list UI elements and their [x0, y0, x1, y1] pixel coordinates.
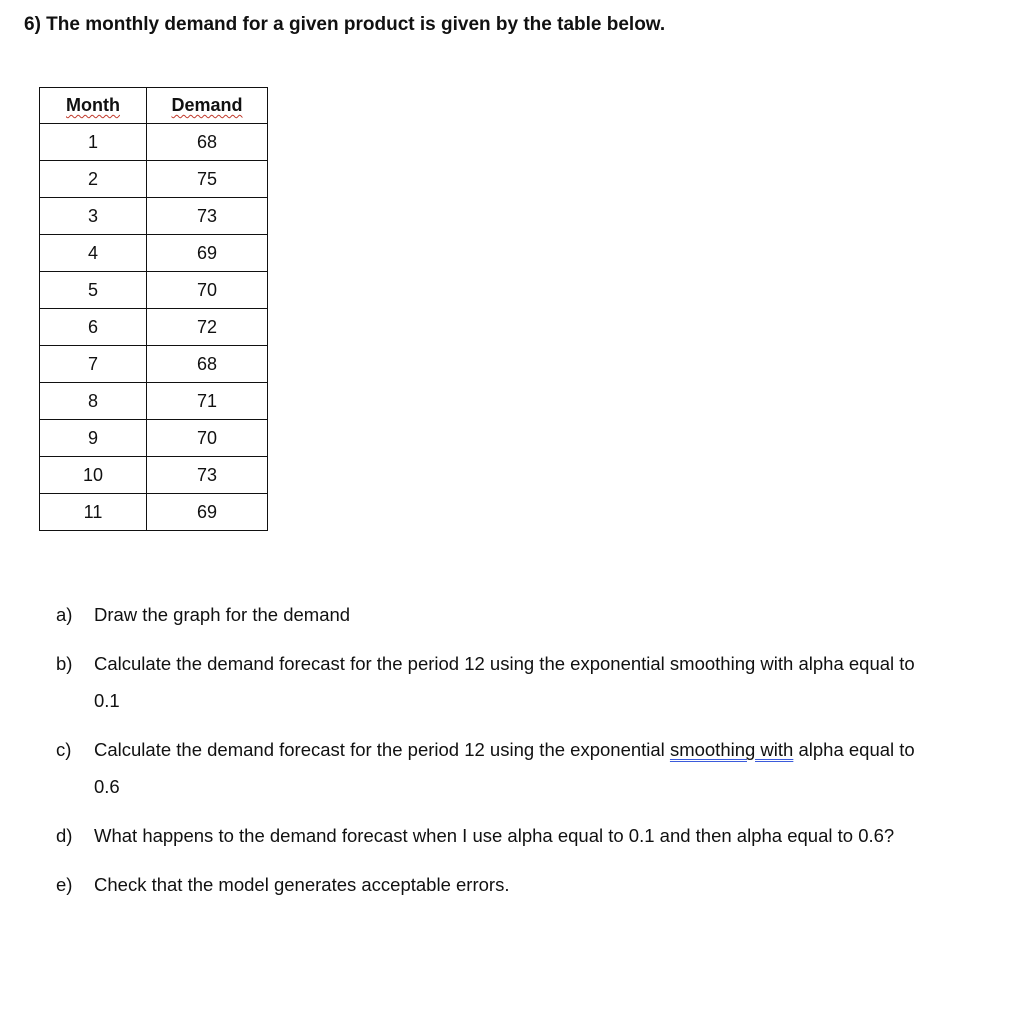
month-cell: 2	[40, 161, 147, 198]
month-cell: 4	[40, 235, 147, 272]
demand-cell: 69	[147, 235, 268, 272]
question-label: a)	[56, 604, 73, 625]
demand-cell: 71	[147, 383, 268, 420]
table-row	[40, 272, 268, 309]
table-row	[40, 494, 268, 531]
month-cell: 11	[40, 494, 147, 531]
table-header-row	[40, 88, 268, 124]
month-cell: 5	[40, 272, 147, 309]
month-column-header	[40, 88, 147, 124]
question-text: Check that the model generates acceptable errors.	[94, 874, 510, 895]
question-d	[56, 817, 926, 854]
table-row	[40, 383, 268, 420]
demand-cell: 68	[147, 346, 268, 383]
question-c	[56, 731, 926, 805]
month-cell: 6	[40, 309, 147, 346]
demand-cell: 70	[147, 272, 268, 309]
question-heading: 6) The monthly demand for a given product is given by the table below.	[24, 14, 666, 35]
demand-cell: 72	[147, 309, 268, 346]
question-label: c)	[56, 739, 72, 760]
grammar-flagged-text: smoothing with	[669, 739, 794, 760]
table-row	[40, 198, 268, 235]
table-row	[40, 235, 268, 272]
month-cell: 3	[40, 198, 147, 235]
question-label: e)	[56, 874, 73, 895]
table-row	[40, 161, 268, 198]
question-text-start: Calculate the demand forecast for the period 12 using the exponential	[94, 739, 670, 760]
question-label: b)	[56, 653, 73, 674]
question-text: What happens to the demand forecast when I use alpha equal to 0.1 and then alpha equal to 0.6?	[94, 825, 895, 846]
demand-header-label: Demand	[171, 95, 243, 115]
table-row	[40, 124, 268, 161]
demand-cell: 75	[147, 161, 268, 198]
table-row	[40, 346, 268, 383]
question-b	[56, 645, 926, 719]
table-row	[40, 420, 268, 457]
month-header-label: Month	[66, 95, 120, 115]
question-text-end: alpha equal to 0.6	[94, 739, 915, 797]
demand-table	[39, 87, 268, 531]
month-cell: 8	[40, 383, 147, 420]
demand-cell: 70	[147, 420, 268, 457]
table-row	[40, 309, 268, 346]
month-cell: 7	[40, 346, 147, 383]
question-list	[56, 596, 926, 915]
demand-cell: 69	[147, 494, 268, 531]
question-label: d)	[56, 825, 73, 846]
question-text: Calculate the demand forecast for the period 12 using the exponential smoothing with alpha equal to 0.1	[94, 653, 915, 711]
table-row	[40, 457, 268, 494]
question-a	[56, 596, 926, 633]
month-cell: 1	[40, 124, 147, 161]
demand-cell: 73	[147, 457, 268, 494]
demand-column-header	[147, 88, 268, 124]
question-text: Draw the graph for the demand	[94, 604, 351, 625]
month-cell: 10	[40, 457, 147, 494]
question-e	[56, 866, 926, 903]
demand-cell: 73	[147, 198, 268, 235]
demand-cell: 68	[147, 124, 268, 161]
month-cell: 9	[40, 420, 147, 457]
